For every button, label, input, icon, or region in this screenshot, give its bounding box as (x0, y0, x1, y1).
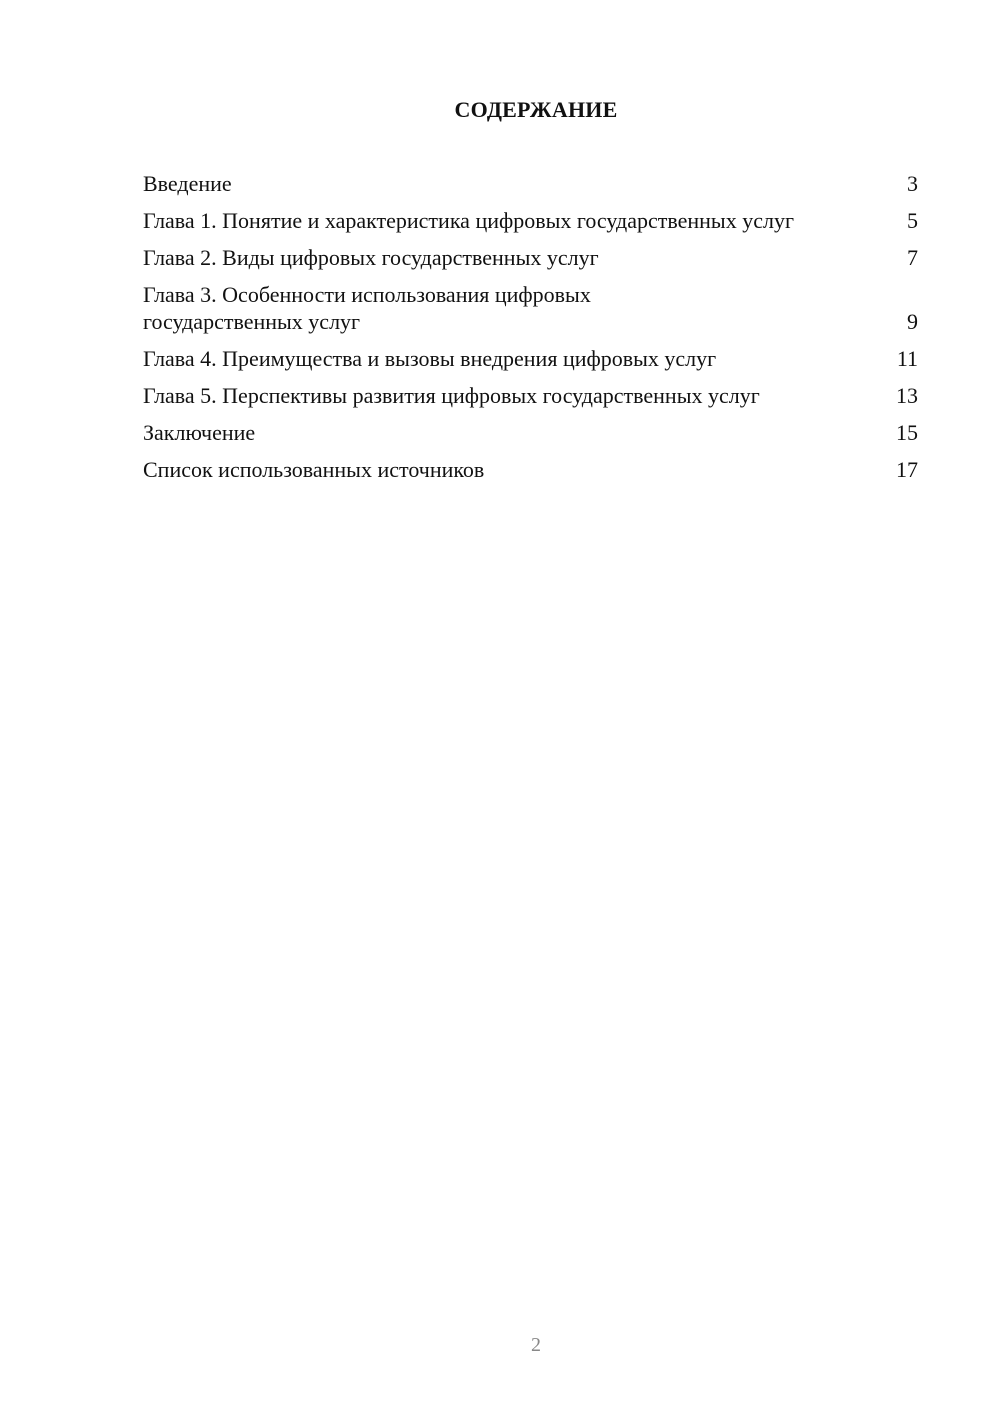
toc-entry-text: Глава 5. Перспективы развития цифровых государственных услуг (143, 383, 760, 408)
toc-title: СОДЕРЖАНИЕ (454, 97, 618, 122)
toc-list (143, 170, 918, 493)
toc-entry-page: 7 (907, 245, 918, 270)
toc-entry (143, 244, 918, 271)
toc-entry-text: Список использованных источников (143, 457, 485, 482)
toc-entry-page: 5 (907, 208, 918, 233)
page-number: 2 (531, 1334, 541, 1356)
toc-entry-page: 9 (907, 309, 918, 334)
toc-entry-page: 17 (896, 457, 918, 482)
toc-entry-text: Глава 1. Понятие и характеристика цифровых государственных услуг (143, 208, 794, 233)
toc-entry-text: Введение (143, 171, 232, 196)
toc-entry (143, 281, 918, 335)
toc-entry-page: 15 (896, 420, 918, 445)
toc-entry-text: Глава 3. Особенности использования цифровых государственных услуг (143, 282, 591, 334)
toc-entry-page: 3 (907, 171, 918, 196)
toc-entry (143, 170, 918, 197)
toc-entry-text: Глава 2. Виды цифровых государственных услуг (143, 245, 599, 270)
toc-entry (143, 207, 918, 234)
toc-entry-text: Глава 4. Преимущества и вызовы внедрения цифровых услуг (143, 346, 717, 371)
toc-entry (143, 382, 918, 409)
toc-entry-page: 13 (896, 383, 918, 408)
toc-entry (143, 419, 918, 446)
toc-entry-page: 11 (896, 346, 918, 371)
toc-entry (143, 456, 918, 483)
toc-entry (143, 345, 918, 372)
toc-entry-text: Заключение (143, 420, 256, 445)
